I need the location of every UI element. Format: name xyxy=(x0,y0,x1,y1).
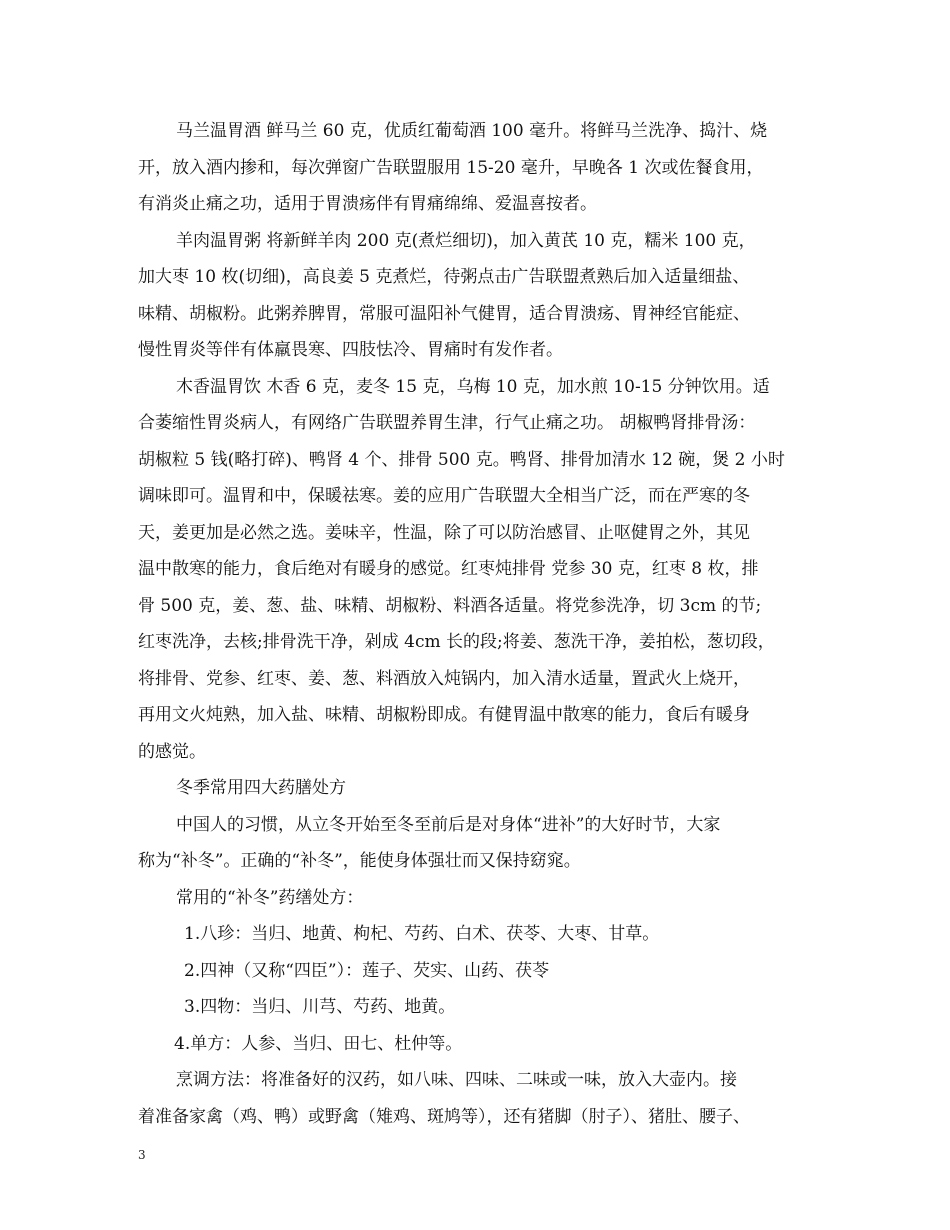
paragraph-mu-xiang-line-5: 天，姜更加是必然之选。姜味辛，性温，除了可以防治感冒、止呕健胃之外，其见 xyxy=(138,523,750,543)
paragraph-ma-lan-line-3: 有消炎止痛之功，适用于胃溃疡伴有胃痛绵绵、爱温喜按者。 xyxy=(138,194,597,214)
prescription-item-3: 3.四物：当归、川芎、芍药、地黄。 xyxy=(184,997,456,1017)
paragraph-mu-xiang-line-1: 木香温胃饮 木香 6 克，麦冬 15 克，乌梅 10 克，加水煎 10-15 分钟饮用。适 xyxy=(176,377,770,397)
paragraph-ma-lan-line-2: 开，放入酒内掺和，每次弹窗广告联盟服用 15-20 毫升，早晚各 1 次或佐餐食用， xyxy=(138,158,764,178)
paragraph-mu-xiang-line-7: 骨 500 克，姜、葱、盐、味精、胡椒粉、料酒各适量。将党参洗净，切 3cm 的节; xyxy=(138,596,762,616)
paragraph-mu-xiang-line-10: 再用文火炖熟，加入盐、味精、胡椒粉即成。有健胃温中散寒的能力，食后有暖身 xyxy=(138,705,750,725)
prescription-item-4: 4.单方：人参、当归、田七、杜仲等。 xyxy=(174,1034,463,1054)
paragraph-mu-xiang-line-4: 调味即可。温胃和中，保暖祛寒。姜的应用广告联盟大全相当广泛，而在严寒的冬 xyxy=(138,486,750,506)
prescription-item-1: 1.八珍：当归、地黄、枸杞、芍药、白术、茯苓、大枣、甘草。 xyxy=(184,924,660,944)
prescription-heading: 常用的“补冬”药缮处方： xyxy=(176,888,364,908)
paragraph-method-line-2: 着准备家禽（鸡、鸭）或野禽（雉鸡、斑鸠等），还有猪脚（肘子）、猪肚、腰子、 xyxy=(138,1107,750,1127)
paragraph-yang-rou-line-4: 慢性胃炎等伴有体羸畏寒、四肢怯冷、胃痛时有发作者。 xyxy=(138,340,563,360)
paragraph-yang-rou-line-1: 羊肉温胃粥 将新鲜羊肉 200 克(煮烂细切)，加入黄芪 10 克，糯米 100 克， xyxy=(176,231,756,251)
paragraph-method-line-1: 烹调方法：将准备好的汉药，如八味、四味、二味或一味，放入大壶内。接 xyxy=(176,1070,737,1090)
paragraph-mu-xiang-line-3: 胡椒粒 5 钱(略打碎)、鸭肾 4 个、排骨 500 克。鸭肾、排骨加清水 12 碗，煲 2 小时 xyxy=(138,450,785,470)
paragraph-mu-xiang-line-2: 合萎缩性胃炎病人，有网络广告联盟养胃生津，行气止痛之功。 胡椒鸭肾排骨汤： xyxy=(138,413,756,433)
prescription-item-2: 2.四神（又称“四臣”）：莲子、芡实、山药、茯苓 xyxy=(184,961,550,981)
paragraph-intro-line-1: 中国人的习惯，从立冬开始至冬至前后是对身体“进补”的大好时节，大家 xyxy=(176,815,721,835)
paragraph-ma-lan-line-1: 马兰温胃酒 鲜马兰 60 克，优质红葡萄酒 100 毫升。将鲜马兰洗净、捣汁、烧 xyxy=(176,121,768,141)
paragraph-yang-rou-line-2: 加大枣 10 枚(切细)，高良姜 5 克煮烂，待粥点击广告联盟煮熟后加入适量细盐、 xyxy=(138,267,750,287)
section-heading: 冬季常用四大药膳处方 xyxy=(176,778,346,798)
paragraph-mu-xiang-line-11: 的感觉。 xyxy=(138,742,206,762)
page-number: 3 xyxy=(138,1148,146,1162)
paragraph-mu-xiang-line-9: 将排骨、党参、红枣、姜、葱、料酒放入炖锅内，加入清水适量，置武火上烧开， xyxy=(138,669,750,689)
paragraph-yang-rou-line-3: 味精、胡椒粉。此粥养脾胃，常服可温阳补气健胃，适合胃溃疡、胃神经官能症、 xyxy=(138,304,750,324)
paragraph-mu-xiang-line-6: 温中散寒的能力，食后绝对有暖身的感觉。红枣炖排骨 党参 30 克，红枣 8 枚，排 xyxy=(138,559,759,579)
paragraph-intro-line-2: 称为“补冬”。正确的“补冬”，能使身体强壮而又保持窈窕。 xyxy=(138,851,581,871)
paragraph-mu-xiang-line-8: 红枣洗净，去核;排骨洗干净，剁成 4cm 长的段;将姜、葱洗干净，姜拍松，葱切段， xyxy=(138,632,775,652)
